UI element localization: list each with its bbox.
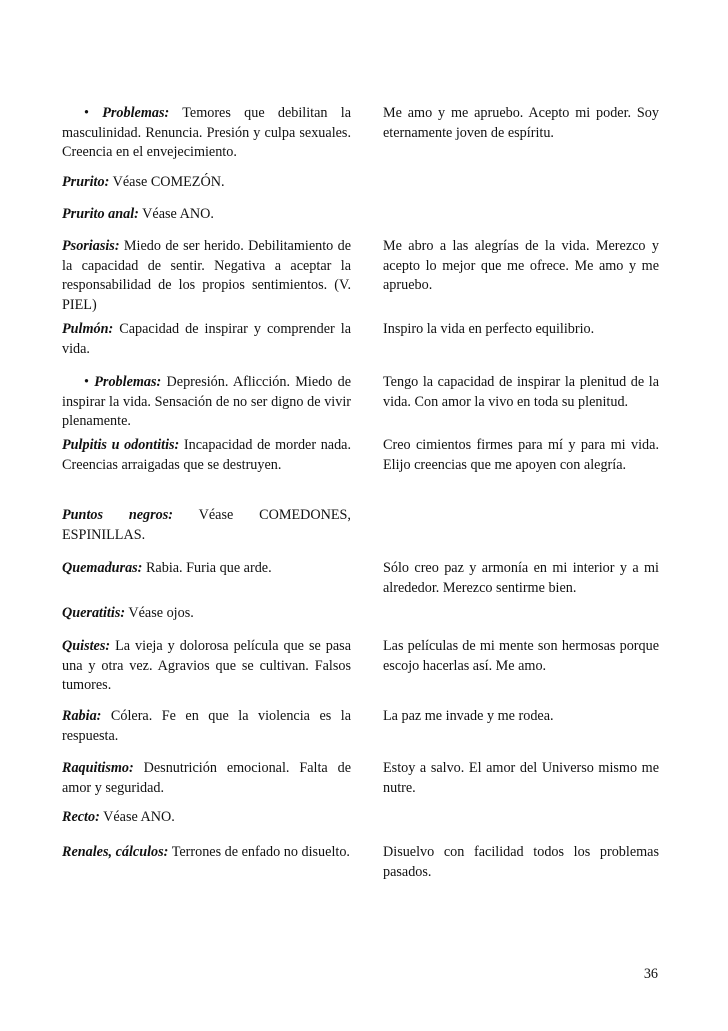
entry-description-block <box>62 237 351 315</box>
entry-description-block <box>62 759 351 798</box>
entry-description-block <box>62 436 351 475</box>
entry-term: Quemaduras: <box>62 560 143 576</box>
entry-description-block <box>62 320 351 359</box>
entry-description-block <box>62 205 351 225</box>
entry-term: Queratitis: <box>62 605 126 621</box>
entry-description: Véase ANO. <box>103 809 175 825</box>
entry-term: Pulpitis u odontitis: <box>62 437 180 453</box>
entry-description-block <box>62 604 351 624</box>
entry-description: Desnutrición emocional. Falta de amor y seguridad. <box>62 760 351 796</box>
entry-description: Terrones de enfado no disuelto. <box>171 844 350 860</box>
entry-description: Véase COMEZÓN. <box>112 174 225 190</box>
entry-description-block <box>62 808 351 828</box>
entry-description-block <box>62 637 351 696</box>
entry-term: Recto: <box>62 809 100 825</box>
entry-description: La vieja y dolorosa película que se pasa una y otra vez. Agravios que se cultivan. Falsos tumores. <box>62 638 351 693</box>
bullet-glyph: • <box>84 374 89 390</box>
entry-affirmation: Me amo y me apruebo. Acepto mi poder. Soy eternamente joven de espíritu. <box>383 105 659 141</box>
entry-description: Miedo de ser herido. Debilitamiento de la capacidad de sentir. Negativa a aceptar la responsabilidad de los propios sentimientos. (V. PIEL) <box>62 238 352 313</box>
entry-term: Raquitismo: <box>62 760 134 776</box>
entry-affirmation: Inspiro la vida en perfecto equilibrio. <box>383 321 595 337</box>
entry-term: Psoriasis: <box>62 238 120 254</box>
entry-affirmation: Estoy a salvo. El amor del Universo mismo me nutre. <box>383 760 659 796</box>
entry-affirmation: Tengo la capacidad de inspirar la plenitud de la vida. Con amor la vivo en toda su plenitud. <box>383 374 659 410</box>
entry-description: Véase COMEDONES, ESPINILLAS. <box>62 507 351 543</box>
entry-description: Cólera. Fe en que la violencia es la respuesta. <box>62 708 351 744</box>
entry-description-block <box>62 373 351 432</box>
entry-description: Depresión. Aflicción. Miedo de inspirar la vida. Sensación de no ser digno de vivir plenamente. <box>62 374 351 429</box>
entry-description-block <box>62 173 351 193</box>
entry-term: Prurito anal: <box>62 206 139 222</box>
page-number: 36 <box>643 966 658 982</box>
entry-description-block <box>62 104 351 163</box>
entry-description: Capacidad de inspirar y comprender la vida. <box>62 321 352 357</box>
entry-description-block <box>62 707 351 746</box>
entry-description-block <box>62 843 351 863</box>
entry-term: Prurito: <box>62 174 110 190</box>
bullet-glyph: • <box>84 105 89 121</box>
entry-affirmation: Creo cimientos firmes para mí y para mi vida. Elijo creencias que me apoyen con alegría. <box>383 437 659 473</box>
entry-affirmation: Me abro a las alegrías de la vida. Merezco y acepto lo mejor que me ofrece. Me amo y me apruebo. <box>383 238 659 293</box>
entry-description: Véase ANO. <box>142 206 214 222</box>
entry-affirmation: Disuelvo con facilidad todos los problemas pasados. <box>383 844 659 880</box>
entry-term: Puntos negros: <box>62 507 174 523</box>
entry-affirmation: La paz me invade y me rodea. <box>383 708 554 724</box>
entry-term: Renales, cálculos: <box>62 844 169 860</box>
entry-description: Véase ojos. <box>128 605 194 621</box>
entry-description: Temores que debilitan la masculinidad. Renuncia. Presión y culpa sexuales. Creencia en el envejecimiento. <box>62 105 352 160</box>
entry-affirmation: Sólo creo paz y armonía en mi interior y a mi alrededor. Merezco sentirme bien. <box>383 560 659 596</box>
entry-description-block <box>62 559 351 579</box>
entry-term: Pulmón: <box>62 321 114 337</box>
entry-term: Quistes: <box>62 638 111 654</box>
entry-affirmation: Las películas de mi mente son hermosas porque escojo hacerlas así. Me amo. <box>383 638 659 674</box>
entry-description-block <box>62 506 351 545</box>
entry-description: Incapacidad de morder nada. Creencias arraigadas que se destruyen. <box>62 437 352 473</box>
entry-term: Rabia: <box>62 708 102 724</box>
entry-term: Problemas: <box>94 374 162 390</box>
entry-term: Problemas: <box>102 105 170 121</box>
entry-description: Rabia. Furia que arde. <box>145 560 272 576</box>
